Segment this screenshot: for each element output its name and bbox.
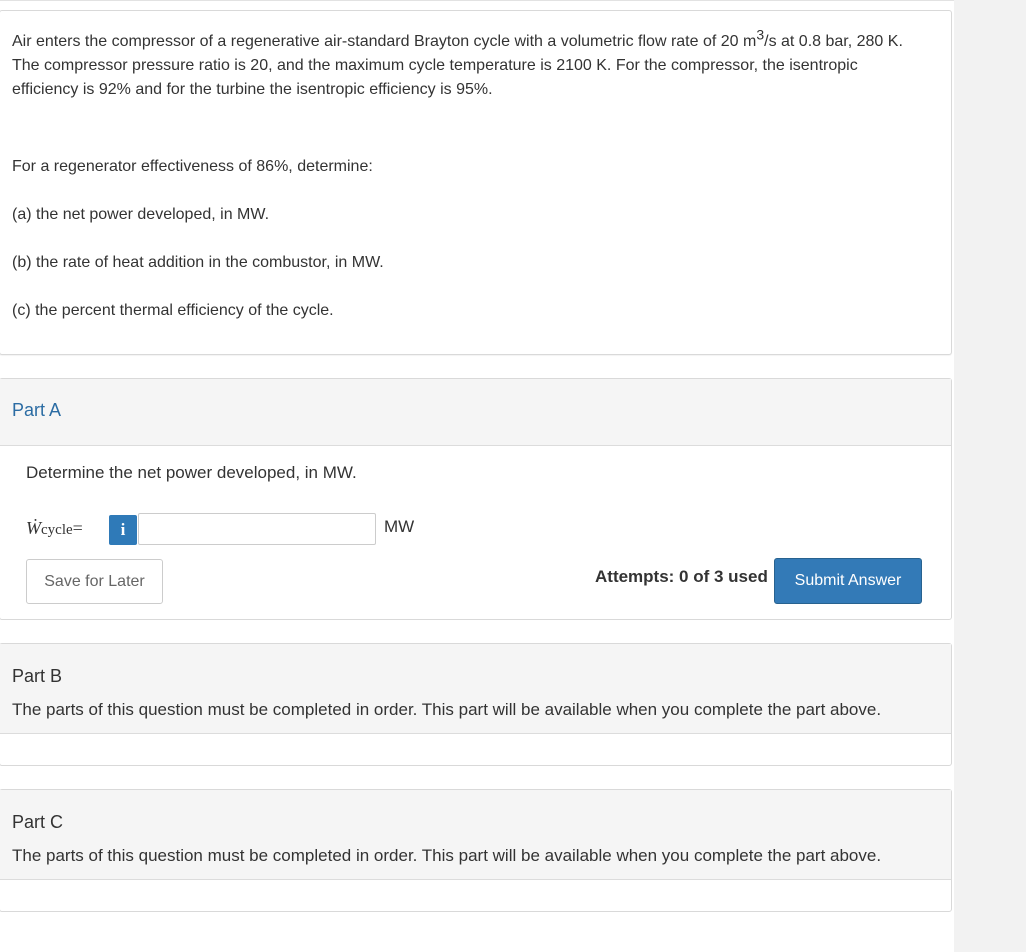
part-b-locked-message: The parts of this question must be completed in order. This part will be available when you complete the part above. [12,700,882,719]
part-b-title: Part B [12,666,63,686]
part-a-title[interactable]: Part A [12,400,62,420]
page-gutter [954,0,1026,952]
answer-input[interactable] [138,513,376,545]
problem-item-a: (a) the net power developed, in MW. [12,206,270,223]
answer-unit: MW [384,517,415,536]
part-a-header [0,379,951,446]
problem-given: For a regenerator effectiveness of 86%, determine: [12,158,373,175]
problem-item-b: (b) the rate of heat addition in the combustor, in MW. [12,254,384,271]
part-b-header [0,644,951,734]
attempts-counter: Attempts: 0 of 3 used [595,567,768,586]
part-c-locked-message: The parts of this question must be completed in order. This part will be available when you complete the part above. [12,846,882,865]
variable-symbol: Ẇ [26,518,41,538]
top-divider [0,0,954,1]
part-c-panel [0,789,952,912]
part-c-header [0,790,951,880]
variable-subscript: cycle [41,522,73,538]
part-b-panel [0,643,952,766]
answer-variable-label [26,518,83,539]
part-a-panel [0,378,952,620]
problem-item-c: (c) the percent thermal efficiency of the cycle. [12,302,334,319]
part-c-title: Part C [12,812,64,832]
equals-sign: = [72,518,83,538]
save-for-later-button[interactable]: Save for Later [26,559,163,604]
info-icon[interactable]: i [109,515,137,545]
part-a-question: Determine the net power developed, in MW. [26,463,357,482]
submit-answer-button[interactable]: Submit Answer [774,558,922,604]
problem-intro: Air enters the compressor of a regenerative air-standard Brayton cycle with a volumetric flow rate of 20 $m^3/s$ at 0.8 bar, 280 K. The compressor pressure ratio is 20, and the maximum cycle temperature is 2100 K. For the compressor, the isentropic efficiency is 92% and for the turbine the isentropic efficiency is 95%. [12,26,903,98]
problem-statement [0,10,952,355]
